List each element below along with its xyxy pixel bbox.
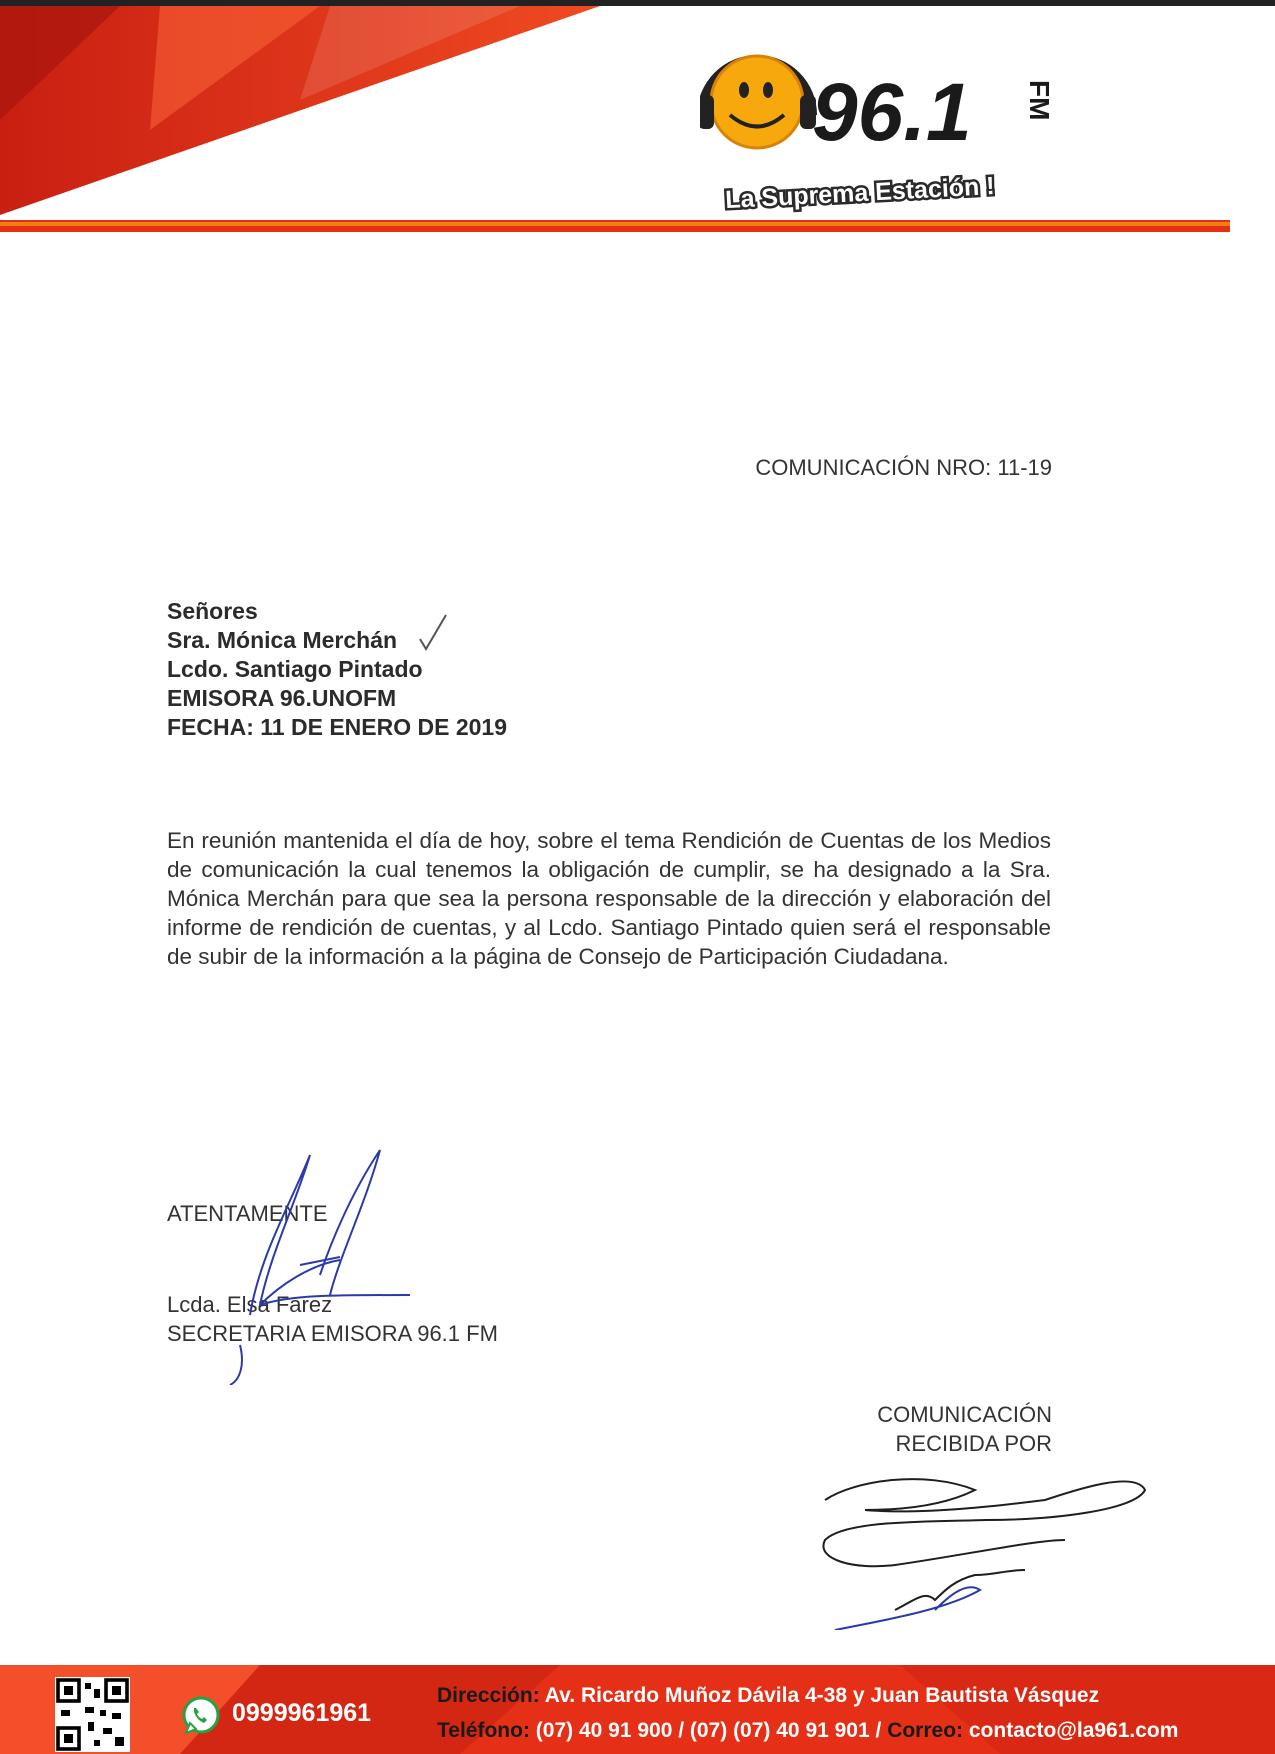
receiver-signature	[805, 1450, 1225, 1630]
svg-text:FM: FM	[1024, 80, 1055, 121]
recipient-line-3: EMISORA 96.UNOFM	[167, 685, 397, 711]
signer-title: SECRETARIA EMISORA 96.1 FM	[167, 1321, 498, 1346]
footer-phone: 0999961961	[232, 1699, 372, 1727]
svg-text:La Suprema Estación !: La Suprema Estación !	[724, 172, 996, 215]
handwritten-signature	[200, 1145, 500, 1385]
communication-number: COMUNICACIÓN NRO: 11-19	[755, 455, 1052, 480]
footer-contact	[437, 1678, 1178, 1748]
email-value: contacto@la961.com	[968, 1719, 1179, 1742]
received-line-1: COMUNICACIÓN	[877, 1402, 1052, 1427]
telephone-label: Teléfono:	[437, 1719, 530, 1742]
svg-text:96.1: 96.1	[812, 67, 972, 158]
address-label: Dirección:	[437, 1684, 540, 1707]
salutation: Señores	[167, 598, 258, 624]
telephone-value: (07) 40 91 900 / (07) (07) 40 91 901 /	[535, 1719, 882, 1742]
address-value: Av. Ricardo Muñoz Dávila 4-38 y Juan Bautista Vásquez	[544, 1684, 1100, 1707]
date-line: FECHA: 11 DE ENERO DE 2019	[167, 714, 508, 740]
recipients-block	[167, 597, 507, 742]
check-mark-icon	[418, 613, 448, 653]
station-logo	[700, 40, 1100, 220]
footer-address-line	[437, 1678, 1178, 1713]
footer-phone-line	[437, 1713, 1178, 1748]
closing: ATENTAMENTE	[167, 1201, 328, 1226]
letter-body: En reunión mantenida el día de hoy, sobre el tema Rendición de Cuentas de los Medios de comunicación la cual tenemos la obligación de cumplir, se ha designado a la Sra. Mónica Merchán para que sea la persona responsable de la dirección y elaboración del informe de rendición de cuentas, y al Lcdo. Santiago Pintado quien será el responsable de subir de la información a la página de Consejo de Participación Ciudadana.	[167, 828, 1051, 969]
smiley-headphones-icon	[700, 56, 816, 148]
email-label: Correo:	[887, 1719, 964, 1742]
recipient-line-2: Lcdo. Santiago Pintado	[167, 656, 423, 682]
qr-code-icon	[55, 1677, 130, 1752]
received-line-2: RECIBIDA POR	[895, 1431, 1052, 1456]
recipient-line-1: Sra. Mónica Merchán	[167, 627, 398, 653]
signer-name: Lcda. Elsa Farez	[167, 1292, 333, 1317]
whatsapp-icon	[180, 1695, 222, 1737]
